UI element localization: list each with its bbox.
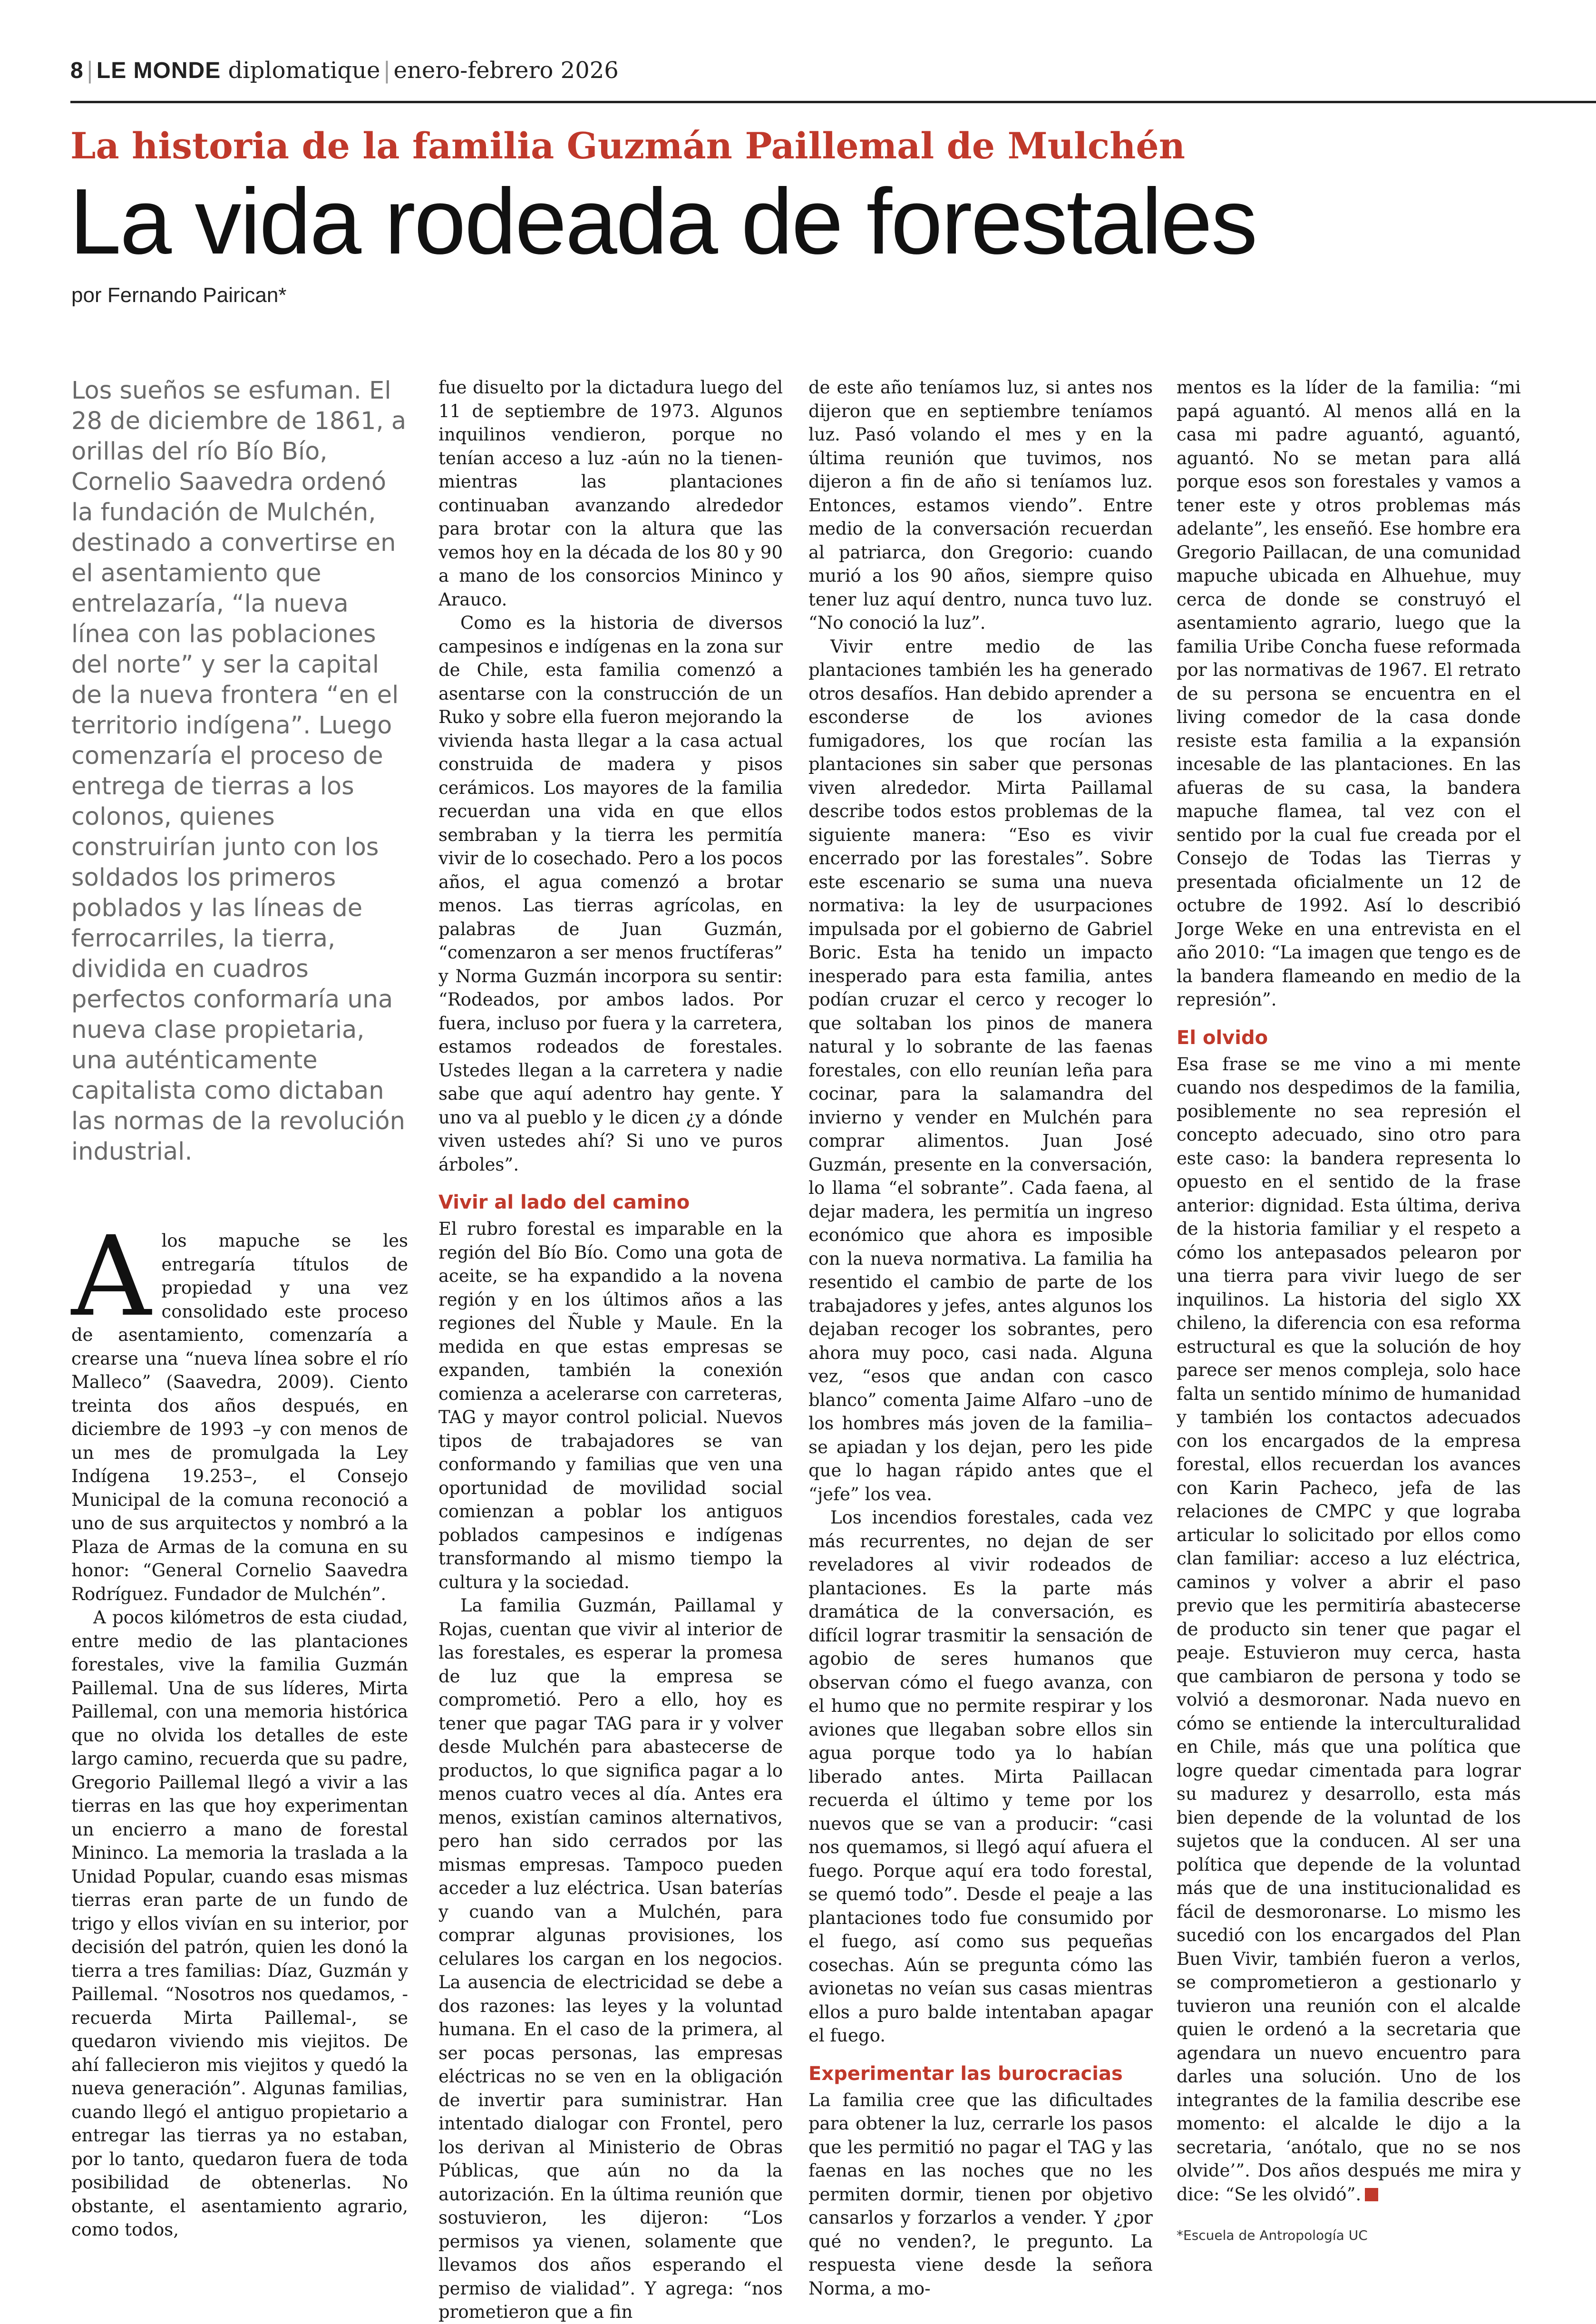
paragraph: El rubro forestal es imparable en la región del Bío Bío. Como una gota de aceite, se ha expandido a la novena región y en los últimos años a las regiones del Ñuble y Maule. En la medida en que estas empresas se expanden, también la conexión comienza a acelerarse con carreteras, TAG y mayor control policial. Nuevos tipos de trabajadores se van conformando y familias que ven una oportunidad de movilidad social comienzan a poblar los antiguos poblados campesinos e indígenas transformando al mismo tiempo la cultura y la sociedad. — [438, 1219, 783, 1592]
paragraph: La familia Guzmán, Paillamal y Rojas, cuentan que vivir al interior de las forestales, es esperar la promesa de luz que la empresa se comprometió. Pero a ello, hoy es tener que pagar TAG para ir y volver desde Mulchén para abastecerse de productos, lo que significa pagar a lo menos cuatro veces al día. Antes era menos, existían caminos alternativos, pero han sido cerrados por las mismas empresas. Tampoco pueden acceder a luz eléctrica. Usan baterías y cuando van a Mulchén, para comprar algunas provisiones, los celulares los cargan en los negocios. La ausencia de electricidad se debe a dos razones: las leyes y la voluntad humana. En el caso de la primera, al ser pocas personas, las empresas eléctricas no se ven en la obligación de invertir para suministrar. Han intentado dialogar con Frontel, pero los derivan al Ministerio de Obras Públicas, que aún no da la autorización. En la última reunión que sostuvieron, les dijeron: “Los permisos ya vienen, solamente que llevamos dos años esperando el permiso de vialidad”. Y agrega: “nos prometieron que a fin — [438, 1595, 783, 2322]
section-heading: Vivir al lado del camino — [438, 1191, 690, 1213]
header-rule — [70, 101, 1596, 103]
paragraph: A pocos kilómetros de esta ciudad, entre medio de las plantaciones forestales, vive la familia Guzmán Paillemal. Una de sus líderes, Mirta Paillemal, con una memoria histórica que no olvida los detalles de este largo camino, recuerda que su padre, Gregorio Paillemal llegó a vivir a las tierras en las que hoy experimentan un encierro a mano de forestal Mininco. La memoria la traslada a la Unidad Popular, cuando esas mismas tierras eran parte de un fundo de trigo y ellos vivían en su interior, por decisión del patrón, quien les donó la tierra a tres familias: Díaz, Guzmán y Paillemal. “Nosotros nos quedamos, -recuerda Mirta Paillemal-, se quedaron viviendo mis viejitos. De ahí fallecieron mis viejitos y quedó la nueva generación”. Algunas familias, cuando llegó el antiguo propietario a entregar las tierras ya no estaban, por lo tanto, quedaron fuera de toda posibilidad de obtenerlas. No obstante, el asentamiento agrario, como todos, — [71, 1607, 408, 2240]
paragraph-final: Esa frase se me vino a mi mente cuando nos despedimos de la familia, posiblemente no sea represión el concepto adecuado, sino otro para este caso: la bandera representa lo opuesto en el sentido de la frase anterior: dignidad. Esta última, deriva de la historia familiar y el respeto a cómo los antepasados pelearon por una tierra para vivir luego de ser inquilinos. La historia del siglo XX chileno, la diferencia con esa reforma estructural es que la solución de hoy parece ser menos compleja, solo hace falta un sentido mínimo de humanidad y también los contactos adecuados con los encargados de la empresa forestal, ellos recuerdan los avances con Karin Pacheco, jefa de las relaciones de CMPC y que lograba articular lo solicitado por ellos como clan familiar: acceso a luz eléctrica, caminos y volver a abrir el paso previo que les permitiría abastecerse de producto sin tener que pagar el peaje. Estuvieron muy cerca, hasta que cambiaron de persona y todo se volvió a desmoronar. Nada nuevo en cómo se entiende la interculturalidad en Chile, más que una política que logre quedar cimentada para lograr su madurez y desarrollo, esta más bien depende de la voluntad de los sujetos que la conducen. Al ser una política que depende de la voluntad más que de una institucionalidad es fácil de desmoronarse. Lo mismo les sucedió con los encargados del Plan Buen Vivir, también fueron a verlos, se comprometieron a gestionarlo y tuvieron una reunión con el alcalde quien le ordenó a la secretaria que agendara un nuevo encuentro para darles una solución. Uno de los integrantes de la familia describe ese momento: el alcalde le dijo a la secretaria, ‘anótalo, que no se nos olvide’”. Dos años después me mira y dice: “Se les olvidó”. — [1177, 1054, 1521, 2205]
brand-name: LE MONDE — [96, 58, 221, 83]
drop-cap: A — [71, 1212, 151, 1341]
page-header: 8 | LE MONDE diplomatique | enero-febrero 2026 — [70, 57, 619, 84]
article-byline: por Fernando Pairican* — [71, 283, 287, 307]
paragraph: de este año teníamos luz, si antes nos dijeron que en septiembre teníamos luz. Pasó volando el mes y en la última reunión que tuvimos, nos dijeron a fin de año si teníamos luz. Entonces, estamos viendo”. Entre medio de la conversación recuerdan al patriarca, don Gregorio: cuando murió a los 90 años, siempre quiso tener luz aquí dentro, nunca tuvo luz. “No conoció la luz”. — [808, 377, 1153, 633]
paragraph: fue disuelto por la dictadura luego del 11 de septiembre de 1973. Algunos inquilinos vendieron, porque no tenían acceso a luz -aún no la tienen- mientras las plantaciones continuaban avanzando alrededor para brotar con la altura que las vemos hoy en la década de los 80 y 90 a mano de los consorcios Mininco y Arauco. — [438, 377, 783, 610]
paragraph: Alos mapuche se les entregaría títulos de propiedad y una vez consolidado este proceso de asentamiento, comenzaría a crearse una “nueva línea sobre el río Malleco” (Saavedra, 2009). Ciento treinta dos años después, en diciembre de 1993 –y con menos de un mes de promulgada la Ley Indígena 19.253–, el Consejo Municipal de la comuna reconoció a uno de sus arquitectos y nombró a la Plaza de Armas de la comuna en su honor: “General Cornelio Saavedra Rodríguez. Fundador de Mulchén”. — [71, 1212, 408, 1604]
issue-date: enero-febrero 2026 — [393, 57, 619, 84]
column-2 — [438, 376, 783, 2324]
article-title: La vida rodeada de forestales — [69, 169, 1256, 273]
section-heading: Experimentar las burocracias — [808, 2062, 1123, 2085]
section-heading: El olvido — [1177, 1026, 1268, 1049]
article-kicker: La historia de la familia Guzmán Paillemal de Mulchén — [70, 125, 1186, 167]
column-1 — [71, 376, 408, 2242]
column-3 — [808, 376, 1153, 2300]
author-footnote: *Escuela de Antropología UC — [1177, 2227, 1368, 2243]
column-4 — [1177, 376, 1521, 2244]
end-mark-icon — [1365, 2188, 1378, 2201]
paragraph: mentos es la líder de la familia: “mi papá aguantó. Al menos allá en la casa mi padre aguantó, aguantó, aguantó. No se metan para allá porque esos son forestales y vamos a tener este y otros problemas más adelante”, les enseñó. Ese hombre era Gregorio Paillacan, de una comunidad mapuche ubicada en Alhuehue, muy cerca de donde se construyó el asentamiento agrario, luego que la familia Uribe Concha fuese reformada por las normativas de 1967. El retrato de su persona se encuentra en el living comedor de la casa donde resiste esta familia a la expansión incesable de las plantaciones. En las afueras de su casa, la bandera mapuche flamea, tal vez con el sentido por la cual fue creada por el Consejo de Todas las Tierras y presentada oficialmente un 12 de octubre de 1992. Así lo describió Jorge Weke en una entrevista en el año 2010: “La imagen que tengo es de la bandera flameando en medio de la represión”. — [1177, 377, 1521, 1010]
paragraph: La familia cree que las dificultades para obtener la luz, cerrarle los pasos que les permitió no pagar el TAG y las faenas en las noches que no les permiten dormir, tienen por objetivo cansarlos y forzarlos a vender. Y ¿por qué no venden?, le pregunto. La respuesta viene desde la señora Norma, a mo- — [808, 2090, 1153, 2299]
paragraph: Los incendios forestales, cada vez más recurrentes, no dejan de ser reveladores al vivir rodeados de plantaciones. Es la parte más dramática de la conversación, es difícil lograr trasmitir la sensación de agobio de seres humanos que observan cómo el fuego avanza, con el humo que no permite respirar y los aviones que llegaban sobre ellos sin agua porque todo ya lo habían liberado antes. Mirta Paillacan recuerda el último y teme por los nuevos que se van a producir: “casi nos quemamos, si llegó aquí afuera el fuego. Porque aquí era todo forestal, se quemó todo”. Desde el peaje a las plantaciones todo fue consumido por el fuego, así como sus pequeñas cosechas. Aún se pregunta cómo las avionetas no veían sus casas mientras ellos a puro balde intentaban apagar el fuego. — [808, 1507, 1153, 2046]
page-number: 8 — [70, 58, 83, 83]
brand-subtitle: diplomatique — [228, 57, 380, 84]
paragraph: Como es la historia de diversos campesinos e indígenas en la zona sur de Chile, esta familia comenzó a asentarse con la construcción de un Ruko y sobre ella fueron mejorando la vivienda hasta llegar a la casa actual construida de madera y pisos cerámicos. Los mayores de la familia recuerdan una vida en que ellos sembraban y la tierra les permitía vivir de lo cosechado. Pero a los pocos años, el agua comenzó a brotar menos. Las tierras agrícolas, en palabras de Juan Guzmán, “comenzaron a ser menos fructíferas” y Norma Guzmán incorpora su sentir: “Rodeados, por ambos lados. Por fuera, incluso por fuera y la carretera, estamos rodeados de forestales. Ustedes llegan a la carretera y nadie sabe que aquí adentro hay gente. Y uno va al pueblo y le dicen ¿y a dónde viven ustedes ahí? Si uno ve puros árboles”. — [438, 613, 783, 1175]
paragraph: Vivir entre medio de las plantaciones también les ha generado otros desafíos. Han debido aprender a esconderse de los aviones fumigadores, los que rocían las plantaciones sin saber que personas viven alrededor. Mirta Paillamal describe todos estos problemas de la siguiente manera: “Eso es vivir encerrado por las forestales”. Sobre este escenario se suma una nueva normativa: la ley de usurpaciones impulsada por el gobierno de Gabriel Boric. Esta ha tenido un impacto inesperado para esta familia, antes podían cruzar el cerco y recoger lo que soltaban los pinos de manera natural y lo sobrante de las faenas forestales, con ello reunían leña para cocinar, para la salamandra del invierno y vender en Mulchén para comprar alimentos. Juan José Guzmán, presente en la conversación, lo llama “el sobrante”. Cada faena, al dejar madera, les permitía un ingreso económico que ahora es imposible con la nueva normativa. La familia ha resentido el cambio de parte de los trabajadores y jefes, antes algunos los dejaban recoger los sobrantes, pero ahora muy poco, casi nada. Alguna vez, “esos que andan con casco blanco” comenta Jaime Alfaro –uno de los hombres más joven de la familia– se apiadan y los dejan, pero les pide que lo hagan rápido antes que el “jefe” los vea. — [808, 636, 1153, 1504]
article-lede: Los sueños se esfuman. El 28 de diciembre de 1861, a orillas del río Bío Bío, Cornelio Saavedra ordenó la fundación de Mulchén, destinado a convertirse en el asentamiento que entrelazaría, “la nueva línea con las poblaciones del norte” y ser la capital de la nueva frontera “en el territorio indígena”. Luego comenzaría el proceso de entrega de tierras a los colonos, quienes construirían junto con los soldados los primeros poblados y las líneas de ferrocarriles, la tierra, dividida en cuadros perfectos conformaría una nueva clase propietaria, una auténticamente capitalista como dictaban las normas de la revolución industrial. — [71, 377, 407, 1166]
